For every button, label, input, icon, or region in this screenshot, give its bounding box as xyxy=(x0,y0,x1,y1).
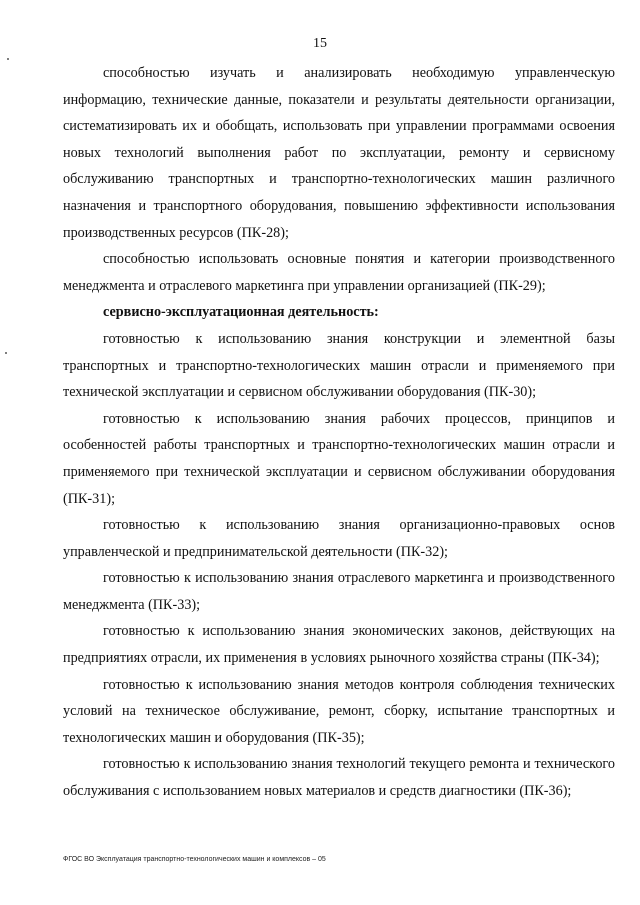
document-body xyxy=(63,60,615,805)
paragraph-pk-36: готовностью к использованию знания технологий текущего ремонта и технического обслуживания с использованием новых материалов и средств диагностики (ПК-36); xyxy=(63,756,615,800)
paragraph-pk-32: готовностью к использованию знания организационно-правовых основ управленческой и предпринимательской деятельности (ПК-32); xyxy=(63,517,615,560)
page-number: 15 xyxy=(313,36,327,51)
paragraph-pk-35: готовностью к использованию знания методов контроля соблюдения технических условий на техническое обслуживание, ремонт, сборку, испытание транспортных и технологических машин и оборудования (ПК-35); xyxy=(63,676,615,746)
paragraph-pk-31: готовностью к использованию знания рабочих процессов, принципов и особенностей работы транспортных и транспортно-технологических машин отрасли и применяемого при технической эксплуатации и сервисном обслуживании оборудования (ПК-31); xyxy=(63,410,615,507)
paragraph-pk-34: готовностью к использованию знания экономических законов, действующих на предприятиях отрасли, их применения в условиях рыночного хозяйства страны (ПК-34); xyxy=(63,623,615,667)
paragraph-pk-33: готовностью к использованию знания отраслевого маркетинга и производственного менеджмента (ПК-33); xyxy=(63,570,615,613)
paragraph-pk-28: способностью изучать и анализировать необходимую управленческую информацию, технические данные, показатели и результаты деятельности организации, систематизировать их и обобщать, использовать при управлении программами освоения новых технологий выполнения работ по эксплуатации, ремонту и сервисному обслуживанию транспортных и транспортно-технологических машин различного назначения и транспортного оборудования, повышению эффективности использования производственных ресурсов (ПК-28); xyxy=(63,65,615,241)
section-heading-service-operation: сервисно-эксплуатационная деятельность: xyxy=(103,304,379,321)
scan-speck xyxy=(5,352,7,354)
scan-speck xyxy=(7,58,9,60)
page-footer: ФГОС ВО Эксплуатация транспортно-технологических машин и комплексов – 05 xyxy=(63,856,326,863)
paragraph-pk-29: способностью использовать основные понятия и категории производственного менеджмента и отраслевого маркетинга при управлении организацией (ПК-29); xyxy=(63,251,615,294)
paragraph-pk-30: готовностью к использованию знания конструкции и элементной базы транспортных и транспортно-технологических машин отрасли и применяемого при технической эксплуатации и сервисном обслуживании оборудования (ПК-30); xyxy=(63,330,615,401)
